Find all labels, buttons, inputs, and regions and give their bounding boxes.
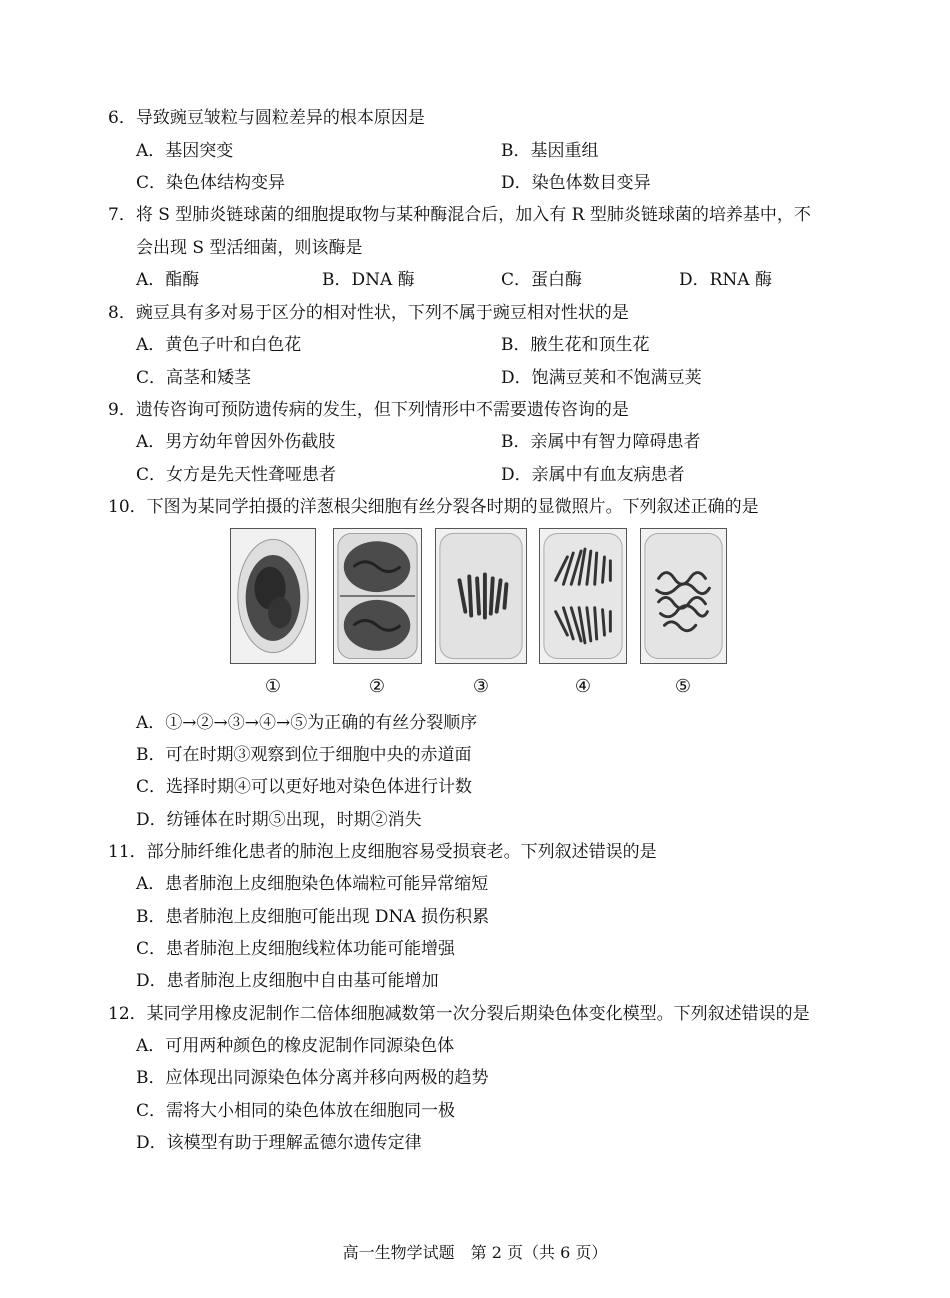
- q10-option-c: C．选择时期④可以更好地对染色体进行计数: [136, 777, 473, 797]
- q12-option-b: B．应体现出同源染色体分离并移向两极的趋势: [136, 1068, 489, 1088]
- q8-option-a: A．黄色子叶和白色花: [136, 335, 302, 355]
- q10-stem: 10．下图为某同学拍摄的洋葱根尖细胞有丝分裂各时期的显微照片。下列叙述正确的是: [108, 497, 759, 517]
- prophase-cell-image: [641, 529, 726, 663]
- q6-option-a: A．基因突变: [136, 141, 234, 161]
- q7-option-d: D．RNA 酶: [679, 270, 772, 290]
- q7-option-a: A．酯酶: [136, 270, 200, 290]
- q7-option-b: B．DNA 酶: [322, 270, 415, 290]
- q9-option-c: C．女方是先天性聋哑患者: [136, 465, 337, 485]
- q9-option-a: A．男方幼年曾因外伤截肢: [136, 432, 336, 452]
- micrograph-1: [230, 528, 316, 664]
- q11-option-a: A．患者肺泡上皮细胞染色体端粒可能异常缩短: [136, 874, 489, 894]
- q6-option-c: C．染色体结构变异: [136, 173, 286, 193]
- q11-option-c: C．患者肺泡上皮细胞线粒体功能可能增强: [136, 939, 456, 959]
- q10-option-a: A．①→②→③→④→⑤为正确的有丝分裂顺序: [136, 713, 478, 733]
- interphase-cell-image: [231, 529, 315, 663]
- q12-option-d: D．该模型有助于理解孟德尔遗传定律: [136, 1133, 422, 1153]
- micrograph-3: [435, 528, 527, 664]
- q6-stem: 6．导致豌豆皱粒与圆粒差异的根本原因是: [108, 108, 425, 128]
- q8-option-d: D．饱满豆荚和不饱满豆荚: [501, 368, 702, 388]
- page-footer: 高一生物学试题 第 2 页（共 6 页）: [342, 1243, 608, 1262]
- q7-stem-line2: 会出现 S 型活细菌，则该酶是: [136, 238, 363, 258]
- q12-stem: 12．某同学用橡皮泥制作二倍体细胞减数第一次分裂后期染色体变化模型。下列叙述错误的是: [108, 1004, 810, 1024]
- anaphase-cell-image: [540, 529, 626, 663]
- q6-option-b: B．基因重组: [501, 141, 599, 161]
- q9-option-d: D．亲属中有血友病患者: [501, 465, 685, 485]
- q10-option-d: D．纺锤体在时期⑤出现，时期②消失: [136, 810, 422, 830]
- q8-option-b: B．腋生花和顶生花: [501, 335, 650, 355]
- micrograph-label-4: ④: [574, 676, 592, 697]
- q7-option-c: C．蛋白酶: [501, 270, 583, 290]
- metaphase-cell-image: [436, 529, 526, 663]
- micrograph-2: [333, 528, 422, 664]
- telophase-cell-image: [334, 529, 421, 663]
- micrograph-label-2: ②: [368, 676, 386, 697]
- micrograph-4: [539, 528, 627, 664]
- micrograph-label-1: ①: [264, 676, 282, 697]
- q8-option-c: C．高茎和矮茎: [136, 368, 252, 388]
- q11-stem: 11．部分肺纤维化患者的肺泡上皮细胞容易受损衰老。下列叙述错误的是: [108, 842, 657, 862]
- q11-option-b: B．患者肺泡上皮细胞可能出现 DNA 损伤积累: [136, 907, 490, 927]
- q11-option-d: D．患者肺泡上皮细胞中自由基可能增加: [136, 971, 439, 991]
- q10-option-b: B．可在时期③观察到位于细胞中央的赤道面: [136, 745, 472, 765]
- micrograph-5: [640, 528, 727, 664]
- q12-option-c: C．需将大小相同的染色体放在细胞同一极: [136, 1101, 456, 1121]
- q12-option-a: A．可用两种颜色的橡皮泥制作同源染色体: [136, 1036, 455, 1056]
- q6-option-d: D．染色体数目变异: [501, 173, 651, 193]
- q9-stem: 9．遗传咨询可预防遗传病的发生，但下列情形中不需要遗传咨询的是: [108, 400, 629, 420]
- micrograph-label-5: ⑤: [674, 676, 692, 697]
- q9-option-b: B．亲属中有智力障碍患者: [501, 432, 701, 452]
- q8-stem: 8．豌豆具有多对易于区分的相对性状，下列不属于豌豆相对性状的是: [108, 303, 629, 323]
- q7-stem-line1: 7．将 S 型肺炎链球菌的细胞提取物与某种酶混合后，加入有 R 型肺炎链球菌的培养基中，不: [108, 205, 811, 225]
- micrograph-label-3: ③: [472, 676, 490, 697]
